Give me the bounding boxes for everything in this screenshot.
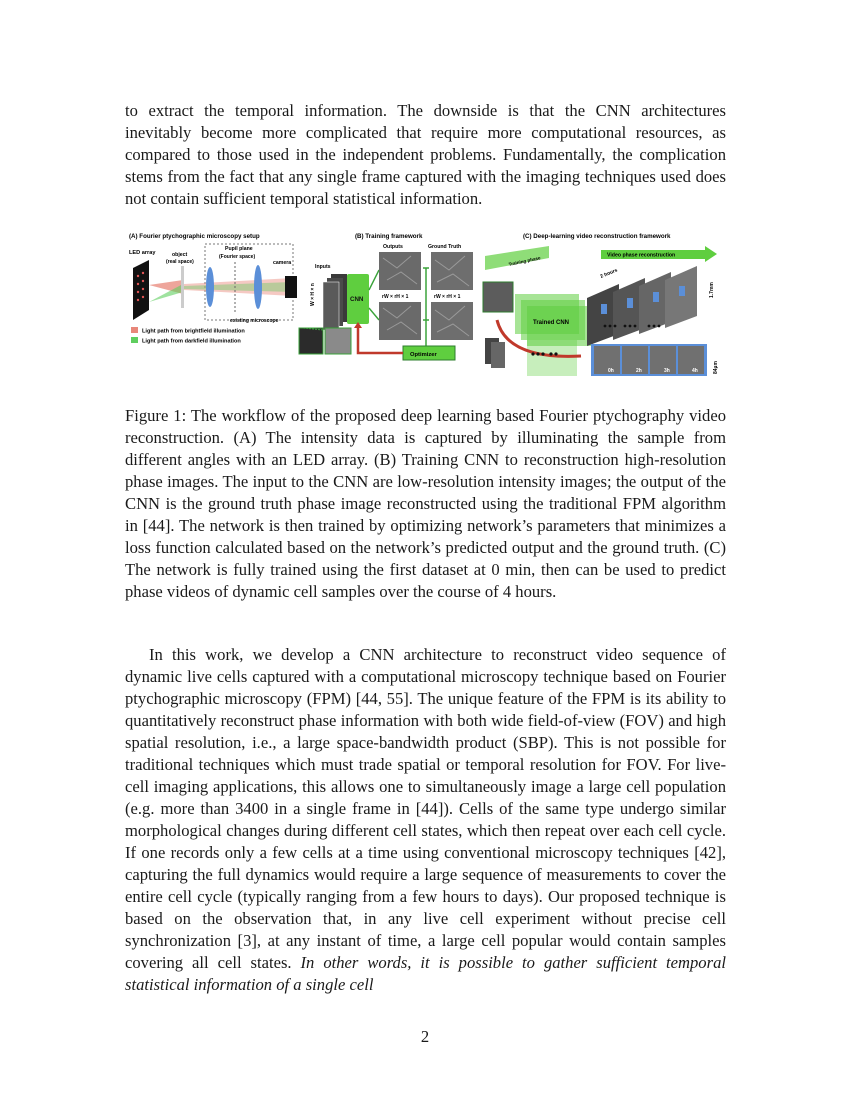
output-dims-label: rW × rH × 1 bbox=[382, 294, 409, 300]
tube-lens-icon bbox=[254, 265, 262, 309]
objective-lens-icon bbox=[206, 267, 214, 307]
frame-label-0h: 0h bbox=[608, 368, 614, 374]
cnn-label: CNN bbox=[350, 296, 364, 303]
frame-4h bbox=[678, 346, 704, 374]
panel-c bbox=[483, 233, 719, 376]
optimizer-label: Optimizer bbox=[410, 352, 437, 358]
existing-microscope-label: existing microscope bbox=[230, 318, 279, 324]
frame-label-4h: 4h bbox=[692, 368, 698, 374]
output-image-1 bbox=[379, 252, 421, 290]
paragraph-main-text: In this work, we develop a CNN architecture to reconstruct video sequence of dynamic live cells captured with a computational microscopy technique based on Fourier ptychographic microscopy (FPM) [44, 55]. The unique feature of the FPM is its ability to quantitatively reconstruct phase information with both wide field-of-view (FOV) and high spatial resolution, i.e., a large space-bandwidth product (SBP). This is not possible for traditional techniques which must trade spatial or temporal resolution for FOV. For live-cell imaging applications, this allows one to simultaneously image a large cell population (e.g. more than 3400 in a single frame in [44]). Cells of the same type undergo similar morphological changes during different cell states, which then repeat over each cell cycle. If one records only a few cells at a time using conventional microscopy techniques [42], capturing the full dynamics would require a large sequence of measurements to cover the entire cell cycle (typically ranging from a few hours to days). Our proposed technique is based on the observation that, in any live cell experiment without precise cell synchronization [3], at any instant of time, a large cell popular would contain samples covering all cell states. bbox=[125, 645, 726, 972]
fourier-space-label: (Fourier space) bbox=[219, 254, 256, 260]
panel-a-title: (A) Fourier ptychographic microscopy setup bbox=[129, 233, 260, 240]
legend-bright-swatch bbox=[131, 327, 138, 333]
panel-b-title: (B) Training framework bbox=[355, 233, 423, 240]
paragraph-main bbox=[125, 644, 726, 996]
panel-c-title: (C) Deep-learning video reconstruction framework bbox=[523, 233, 671, 240]
trained-cnn-block bbox=[515, 294, 591, 376]
panel-b bbox=[299, 233, 473, 360]
panel-a bbox=[129, 233, 297, 345]
legend-dark-label: Light path from darkfield illumination bbox=[142, 338, 241, 345]
legend-bright-label: Light path from brightfield illumination bbox=[142, 328, 245, 335]
c-input-image bbox=[483, 282, 513, 312]
video-phase-label: Video phase reconstruction bbox=[607, 252, 676, 259]
object-label: object bbox=[172, 252, 188, 258]
input-dims-label: W × H × n bbox=[310, 283, 316, 306]
figure-caption: Figure 1: The workflow of the proposed deep learning based Fourier ptychography video reconstruction. (A) The intensity data is captured by illuminating the sample from different angles with an LED array. (B) Training CNN to reconstruction high-resolution phase images. The input to the CNN are low-resolution intensity images; the output of the CNN is the ground truth phase image reconstructed using the traditional FPM algorithm in [44]. The network is then trained by optimizing network’s parameters that minimizes a loss function calculated based on the network’s predicted output and the ground truth. (C) The network is fully trained using the first dataset at 0 min, then can be used to predict phase videos of dynamic cell samples over the course of 4 hours. bbox=[125, 406, 726, 601]
outputs-label: Outputs bbox=[383, 244, 403, 250]
pupil-plane-label: Pupil plane bbox=[225, 246, 253, 252]
inputs-label: Inputs bbox=[315, 264, 331, 270]
output-image-2 bbox=[379, 302, 421, 340]
fov-size-label: 1.7mm bbox=[709, 282, 715, 298]
frame-2h bbox=[622, 346, 648, 374]
training-phase-label: Training phase bbox=[508, 255, 541, 267]
camera-label: camera bbox=[273, 260, 292, 266]
input-stack bbox=[323, 274, 347, 330]
figure-1 bbox=[125, 228, 726, 386]
scale-label: 84µm bbox=[713, 361, 719, 374]
ground-truth-label: Ground Truth bbox=[428, 244, 462, 250]
trained-cnn-label: Trained CNN bbox=[533, 320, 570, 326]
paragraph-intro: to extract the temporal information. The downside is that the CNN architectures inevitably become more complicated that require more computational resources, as compared to those used in the independent problems. Fundamentally, the complication stems from the fact that any single frame captured with the imaging techniques used does not contain sufficient temporal statistical information. bbox=[125, 101, 726, 208]
object-slide bbox=[181, 266, 184, 308]
frame-3h bbox=[650, 346, 676, 374]
real-space-label: (real space) bbox=[166, 259, 194, 265]
input-sample-bright bbox=[325, 328, 351, 354]
input-sample-dark bbox=[299, 328, 323, 354]
camera-icon bbox=[285, 276, 297, 298]
page-number: 2 bbox=[420, 1027, 430, 1046]
frame-label-3h: 3h bbox=[664, 368, 670, 374]
ground-truth-dims-label: rW × rH × 1 bbox=[434, 294, 461, 300]
paragraph-main-italic: In other words, it is possible to gather sufficient temporal statistical information of a single cell bbox=[125, 953, 726, 994]
legend-dark-swatch bbox=[131, 337, 138, 343]
led-array-icon bbox=[133, 260, 149, 320]
frame-0h bbox=[594, 346, 620, 374]
frame-label-2h: 2h bbox=[636, 368, 642, 374]
led-array-label: LED array bbox=[129, 250, 156, 256]
two-hours-label: 2 hours bbox=[599, 267, 619, 280]
